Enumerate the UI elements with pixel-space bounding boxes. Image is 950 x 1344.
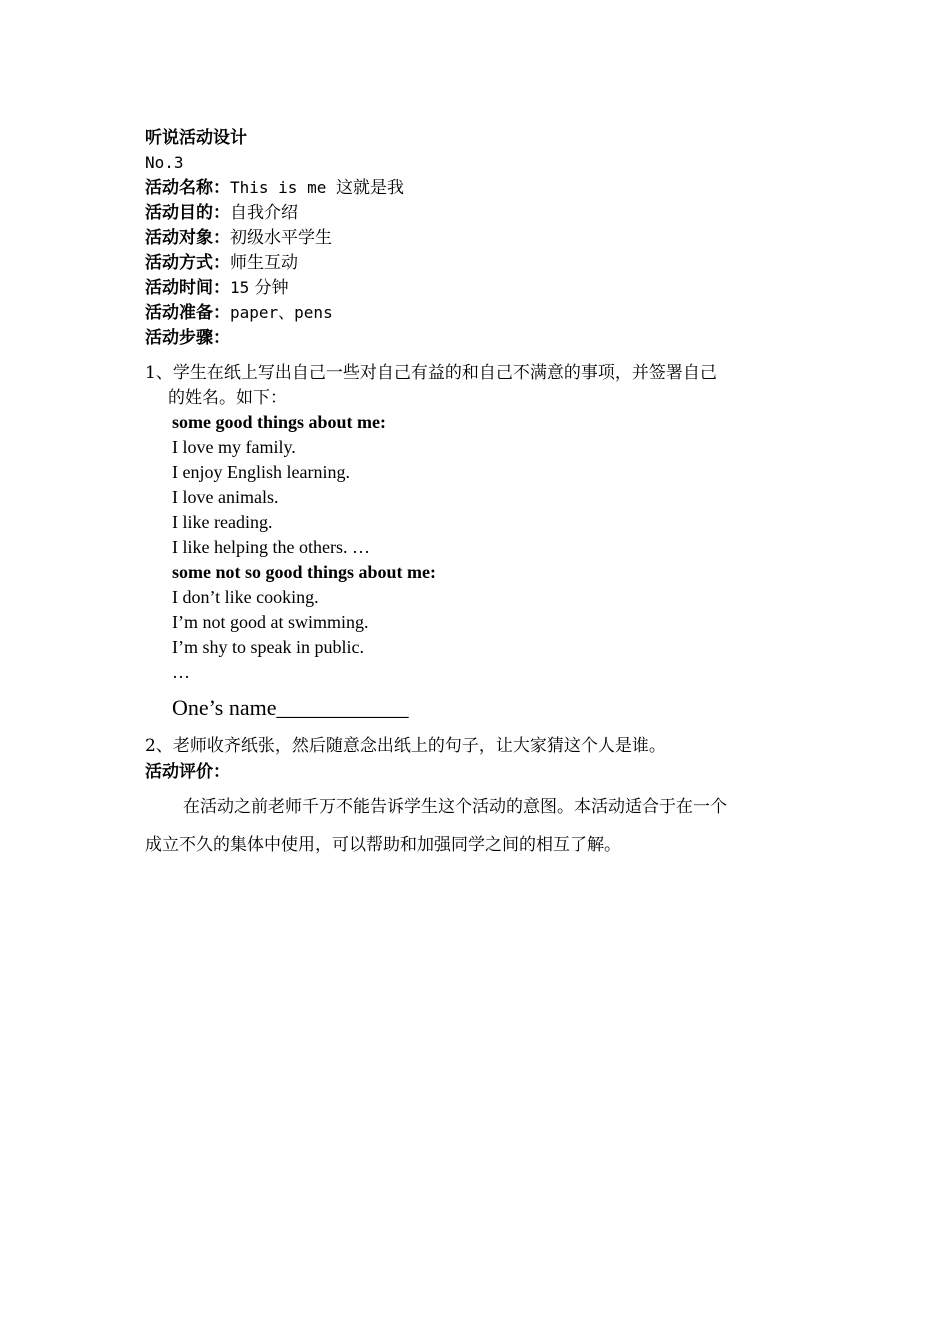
field-activity-target: [145, 226, 332, 250]
field-value-mono: paper、pens: [230, 303, 333, 322]
field-value-mono: 15: [230, 278, 250, 297]
field-label: 活动名称：: [145, 178, 230, 198]
good-item: I like reading.: [172, 512, 273, 532]
field-label: 活动时间：: [145, 278, 230, 298]
field-value: 这就是我: [335, 178, 404, 198]
field-value: 师生互动: [230, 253, 298, 273]
good-item: I enjoy English learning.: [172, 462, 350, 482]
field-label: 活动方式：: [145, 253, 230, 273]
good-item: I love my family.: [172, 437, 296, 457]
field-value-mono: This is me: [230, 178, 336, 197]
field-activity-time: [145, 276, 289, 300]
document-number: No.3: [145, 153, 184, 172]
field-label: 活动对象：: [145, 228, 230, 248]
document-title: 听说活动设计: [145, 128, 247, 148]
field-value: 分钟: [249, 278, 289, 298]
field-activity-purpose: [145, 201, 298, 225]
bad-things-heading: some not so good things about me:: [172, 562, 437, 582]
step1-line1: 1、学生在纸上写出自己一些对自己有益的和自己不满意的事项，并签署自己: [145, 363, 717, 383]
good-item: I love animals.: [172, 487, 279, 507]
step1-line2: 的姓名。如下：: [168, 388, 287, 408]
field-activity-mode: [145, 251, 298, 275]
field-value: 初级水平学生: [230, 228, 332, 248]
evaluation-line1: 在活动之前老师千万不能告诉学生这个活动的意图。本活动适合于在一个: [183, 797, 727, 817]
good-things-heading: some good things about me:: [172, 412, 387, 432]
step2-text: 2、老师收齐纸张，然后随意念出纸上的句子，让大家猜这个人是谁。: [145, 736, 666, 756]
field-activity-name: [145, 176, 404, 200]
good-item: I like helping the others. …: [172, 537, 370, 557]
bad-item: …: [172, 662, 190, 682]
name-signature-line: One’s name____________: [172, 695, 409, 720]
field-activity-preparation: [145, 301, 333, 325]
evaluation-label: 活动评价：: [145, 762, 230, 782]
field-label: 活动目的：: [145, 203, 230, 223]
field-label: 活动步骤：: [145, 328, 230, 348]
evaluation-line2: 成立不久的集体中使用，可以帮助和加强同学之间的相互了解。: [145, 835, 621, 855]
bad-item: I’m not good at swimming.: [172, 612, 369, 632]
field-label: 活动准备：: [145, 303, 230, 323]
field-value: 自我介绍: [230, 203, 298, 223]
field-activity-steps: [145, 326, 230, 350]
bad-item: I’m shy to speak in public.: [172, 637, 364, 657]
bad-item: I don’t like cooking.: [172, 587, 319, 607]
